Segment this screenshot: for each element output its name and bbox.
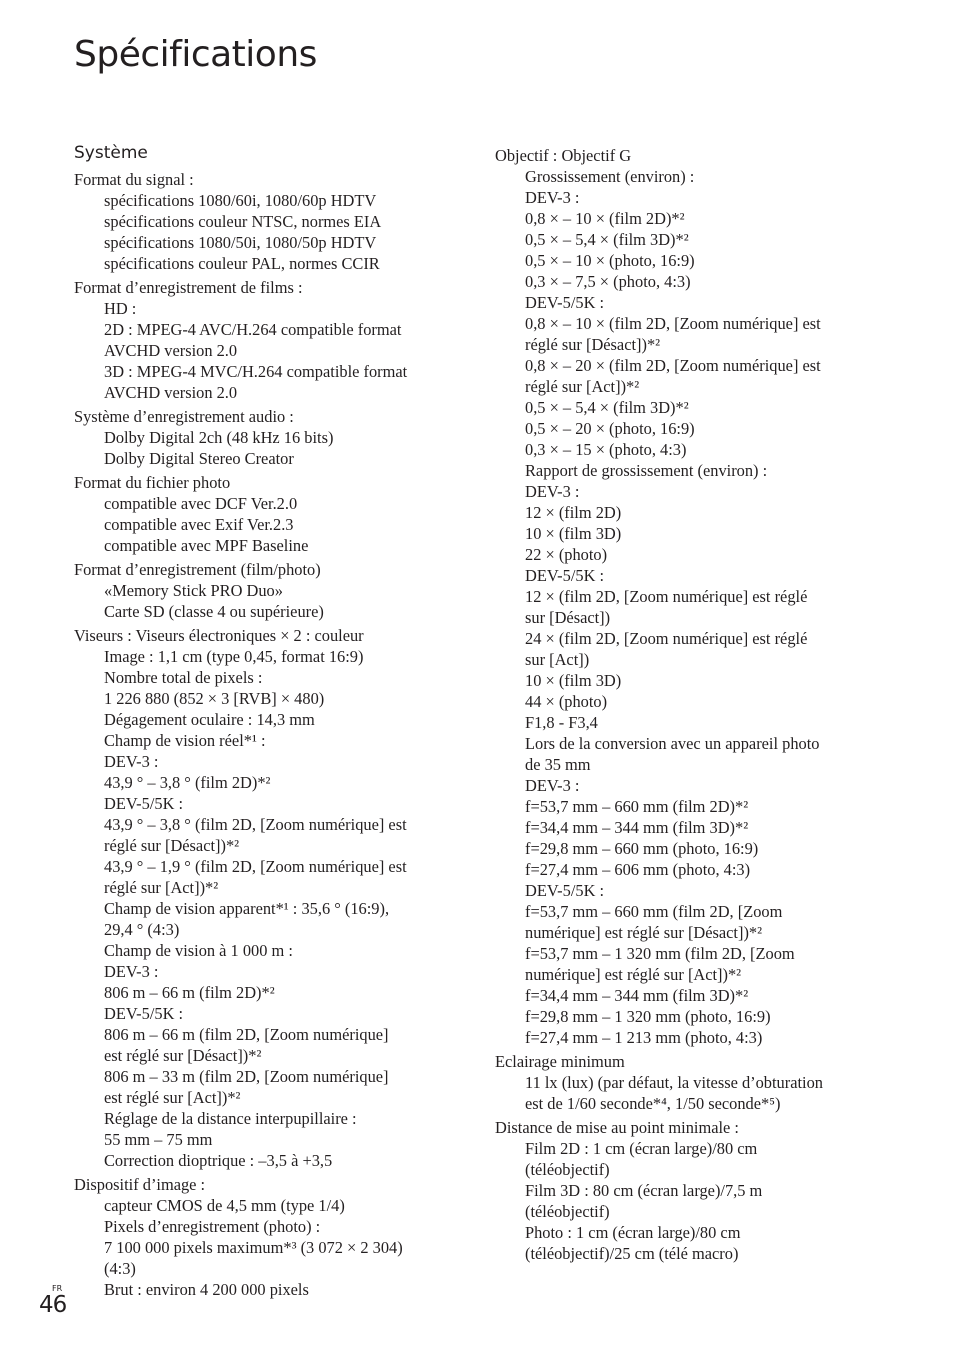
spec-value-line: DEV-3 : — [525, 188, 580, 207]
spec-value-line: (téléobjectif) — [525, 1202, 610, 1221]
spec-value-line: Champ de vision apparent*¹ : 35,6 ° (16:9), — [104, 899, 390, 918]
spec-value-line: Carte SD (classe 4 ou supérieure) — [104, 602, 324, 621]
spec-value-line: Pixels d’enregistrement (photo) : — [104, 1217, 321, 1236]
right-spec-list — [495, 145, 915, 1264]
spec-value-line: DEV-3 : — [525, 776, 580, 795]
spec-value-line: numérique] est réglé sur [Désact])*² — [525, 923, 763, 942]
spec-label: Objectif : Objectif G — [495, 146, 632, 165]
spec-block — [495, 1051, 915, 1114]
spec-value-line: DEV-5/5K : — [104, 1004, 184, 1023]
spec-label: Distance de mise au point minimale : — [495, 1118, 739, 1137]
spec-value-line: F1,8 - F3,4 — [525, 713, 598, 732]
spec-block — [74, 169, 474, 274]
spec-value-line: est de 1/60 seconde*⁴, 1/50 seconde*⁵) — [525, 1094, 781, 1113]
spec-value-line: réglé sur [Désact])*² — [104, 836, 240, 855]
spec-value-line: 2D : MPEG-4 AVC/H.264 compatible format — [104, 320, 402, 339]
spec-value-line: 11 lx (lux) (par défaut, la vitesse d’obturation — [525, 1073, 823, 1092]
spec-label: Format du signal : — [74, 170, 194, 189]
spec-block — [495, 145, 915, 1048]
spec-value-line: Champ de vision réel*¹ : — [104, 731, 266, 750]
spec-block — [74, 277, 474, 403]
section-heading-systeme: Système — [74, 143, 148, 163]
spec-value-line: 43,9 ° – 3,8 ° (film 2D, [Zoom numérique] est — [104, 815, 407, 834]
left-spec-list — [74, 169, 474, 1300]
spec-label: Dispositif d’image : — [74, 1175, 206, 1194]
spec-value-line: DEV-5/5K : — [525, 293, 605, 312]
spec-value-line: réglé sur [Act])*² — [104, 878, 219, 897]
spec-value-line: est réglé sur [Désact])*² — [104, 1046, 262, 1065]
spec-value-line: Champ de vision à 1 000 m : — [104, 941, 293, 960]
spec-value-line: DEV-3 : — [104, 752, 159, 771]
spec-value-line: 12 × (film 2D, [Zoom numérique] est réglé — [525, 587, 808, 606]
spec-value-line: f=29,8 mm – 1 320 mm (photo, 16:9) — [525, 1007, 771, 1026]
spec-value-line: Nombre total de pixels : — [104, 668, 263, 687]
spec-value-line: 0,8 × – 20 × (film 2D, [Zoom numérique] est — [525, 356, 821, 375]
spec-value-line: capteur CMOS de 4,5 mm (type 1/4) — [104, 1196, 345, 1215]
spec-value-line: 0,8 × – 10 × (film 2D, [Zoom numérique] est — [525, 314, 821, 333]
spec-value-line: 1 226 880 (852 × 3 [RVB] × 480) — [104, 689, 325, 708]
spec-value-line: 22 × (photo) — [525, 545, 608, 564]
spec-value-line: 7 100 000 pixels maximum*³ (3 072 × 2 304) — [104, 1238, 403, 1257]
spec-value-line: 43,9 ° – 3,8 ° (film 2D)*² — [104, 773, 271, 792]
spec-value-line: 0,5 × – 5,4 × (film 3D)*² — [525, 230, 689, 249]
spec-value-line: Réglage de la distance interpupillaire : — [104, 1109, 357, 1128]
spec-value-line: compatible avec Exif Ver.2.3 — [104, 515, 294, 534]
spec-value-line: 0,8 × – 10 × (film 2D)*² — [525, 209, 685, 228]
spec-block — [74, 406, 474, 469]
spec-value-line: 10 × (film 3D) — [525, 524, 622, 543]
spec-value-line: Film 2D : 1 cm (écran large)/80 cm — [525, 1139, 758, 1158]
spec-value-line: 0,5 × – 10 × (photo, 16:9) — [525, 251, 695, 270]
spec-value-line: f=27,4 mm – 606 mm (photo, 4:3) — [525, 860, 751, 879]
spec-value-line: f=53,7 mm – 1 320 mm (film 2D, [Zoom — [525, 944, 795, 963]
spec-value-line: Rapport de grossissement (environ) : — [525, 461, 768, 480]
spec-value-line: AVCHD version 2.0 — [104, 383, 238, 402]
spec-block — [74, 472, 474, 556]
spec-value-line: 3D : MPEG-4 MVC/H.264 compatible format — [104, 362, 408, 381]
spec-value-line: Photo : 1 cm (écran large)/80 cm — [525, 1223, 741, 1242]
spec-value-line: f=53,7 mm – 660 mm (film 2D)*² — [525, 797, 749, 816]
spec-value-line: spécifications couleur PAL, normes CCIR — [104, 254, 380, 273]
spec-value-line: 806 m – 66 m (film 2D, [Zoom numérique] — [104, 1025, 389, 1044]
spec-value-line: Dolby Digital 2ch (48 kHz 16 bits) — [104, 428, 334, 447]
spec-value-line: DEV-3 : — [525, 482, 580, 501]
page-title: Spécifications — [74, 34, 317, 75]
spec-value-line: DEV-5/5K : — [104, 794, 184, 813]
spec-label: Format d’enregistrement (film/photo) — [74, 560, 321, 579]
spec-value-line: Lors de la conversion avec un appareil photo — [525, 734, 820, 753]
spec-block — [74, 559, 474, 622]
spec-value-line: 0,5 × – 20 × (photo, 16:9) — [525, 419, 695, 438]
spec-value-line: 806 m – 66 m (film 2D)*² — [104, 983, 275, 1002]
spec-value-line: spécifications couleur NTSC, normes EIA — [104, 212, 382, 231]
left-column — [74, 140, 474, 1303]
spec-value-line: (téléobjectif) — [525, 1160, 610, 1179]
spec-value-line: Grossissement (environ) : — [525, 167, 695, 186]
spec-value-line: 806 m – 33 m (film 2D, [Zoom numérique] — [104, 1067, 389, 1086]
spec-value-line: sur [Désact]) — [525, 608, 611, 627]
spec-value-line: DEV-5/5K : — [525, 566, 605, 585]
spec-label: Système d’enregistrement audio : — [74, 407, 294, 426]
spec-value-line: est réglé sur [Act])*² — [104, 1088, 241, 1107]
language-code: FR — [52, 1284, 63, 1293]
spec-value-line: compatible avec MPF Baseline — [104, 536, 309, 555]
spec-value-line: «Memory Stick PRO Duo» — [104, 581, 283, 600]
spec-value-line: (4:3) — [104, 1259, 136, 1278]
spec-label: Format du fichier photo — [74, 473, 231, 492]
spec-value-line: Dolby Digital Stereo Creator — [104, 449, 294, 468]
spec-value-line: DEV-3 : — [104, 962, 159, 981]
spec-value-line: 29,4 ° (4:3) — [104, 920, 180, 939]
spec-value-line: numérique] est réglé sur [Act])*² — [525, 965, 742, 984]
spec-value-line: 0,5 × – 5,4 × (film 3D)*² — [525, 398, 689, 417]
spec-value-line: DEV-5/5K : — [525, 881, 605, 900]
spec-value-line: sur [Act]) — [525, 650, 590, 669]
spec-value-line: f=53,7 mm – 660 mm (film 2D, [Zoom — [525, 902, 783, 921]
spec-value-line: 24 × (film 2D, [Zoom numérique] est réglé — [525, 629, 808, 648]
spec-value-line: 43,9 ° – 1,9 ° (film 2D, [Zoom numérique] est — [104, 857, 407, 876]
spec-value-line: réglé sur [Act])*² — [525, 377, 640, 396]
spec-label: Eclairage minimum — [495, 1052, 625, 1071]
right-column — [495, 145, 915, 1267]
spec-value-line: réglé sur [Désact])*² — [525, 335, 661, 354]
spec-value-line: f=27,4 mm – 1 213 mm (photo, 4:3) — [525, 1028, 763, 1047]
spec-value-line: f=29,8 mm – 660 mm (photo, 16:9) — [525, 839, 759, 858]
spec-value-line: Image : 1,1 cm (type 0,45, format 16:9) — [104, 647, 364, 666]
spec-value-line: spécifications 1080/60i, 1080/60p HDTV — [104, 191, 377, 210]
spec-block — [74, 1174, 474, 1300]
spec-value-line: 55 mm – 75 mm — [104, 1130, 213, 1149]
spec-value-line: AVCHD version 2.0 — [104, 341, 238, 360]
spec-value-line: HD : — [104, 299, 137, 318]
spec-value-line: Dégagement oculaire : 14,3 mm — [104, 710, 315, 729]
spec-value-line: compatible avec DCF Ver.2.0 — [104, 494, 298, 513]
spec-value-line: (téléobjectif)/25 cm (télé macro) — [525, 1244, 739, 1263]
spec-value-line: 0,3 × – 15 × (photo, 4:3) — [525, 440, 687, 459]
spec-value-line: de 35 mm — [525, 755, 591, 774]
spec-value-line: Film 3D : 80 cm (écran large)/7,5 m — [525, 1181, 763, 1200]
spec-value-line: 10 × (film 3D) — [525, 671, 622, 690]
spec-value-line: 0,3 × – 7,5 × (photo, 4:3) — [525, 272, 691, 291]
spec-value-line: 12 × (film 2D) — [525, 503, 622, 522]
spec-value-line: Brut : environ 4 200 000 pixels — [104, 1280, 309, 1299]
page-number: 46 — [39, 1292, 67, 1318]
spec-value-line: Correction dioptrique : –3,5 à +3,5 — [104, 1151, 333, 1170]
spec-value-line: spécifications 1080/50i, 1080/50p HDTV — [104, 233, 377, 252]
spec-value-line: f=34,4 mm – 344 mm (film 3D)*² — [525, 986, 749, 1005]
spec-block — [495, 1117, 915, 1264]
spec-value-line: f=34,4 mm – 344 mm (film 3D)*² — [525, 818, 749, 837]
spec-block — [74, 625, 474, 1171]
spec-value-line: 44 × (photo) — [525, 692, 608, 711]
spec-label: Format d’enregistrement de films : — [74, 278, 303, 297]
spec-label: Viseurs : Viseurs électroniques × 2 : couleur — [74, 626, 364, 645]
